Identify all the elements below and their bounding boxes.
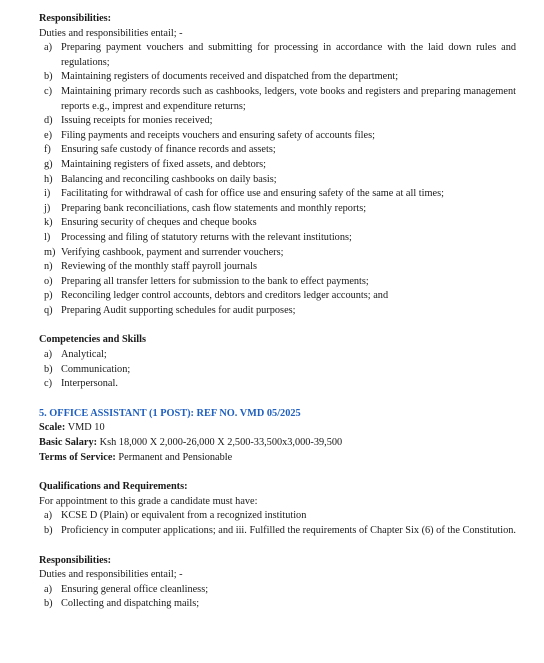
list-item (39, 202, 516, 217)
list-text: Issuing receipts for monies received; (61, 115, 213, 127)
competencies-list (39, 348, 516, 392)
responsibilities-intro: Duties and responsibilities entail; - (39, 27, 183, 39)
list-item (39, 143, 516, 158)
list-marker: e) (44, 129, 52, 141)
responsibilities-heading-2: Responsibilities: (39, 554, 112, 566)
list-item (39, 187, 516, 202)
list-text: Interpersonal. (61, 378, 118, 390)
list-item (39, 85, 516, 114)
list-text: Preparing Audit supporting schedules for audit purposes; (61, 304, 296, 316)
terms-row (39, 451, 516, 466)
responsibilities-list (39, 41, 516, 318)
responsibilities-list-2 (39, 583, 516, 612)
list-text: Proficiency in computer applications; and iii. Fulfilled the requirements of Chapter Six (6) of the Constitution. (61, 525, 516, 536)
list-marker: b) (44, 598, 53, 610)
list-marker: p) (44, 290, 53, 302)
list-item (39, 597, 516, 612)
list-item (39, 231, 516, 246)
position-title: 5. OFFICE ASSISTANT (1 POST): REF NO. VMD 05/2025 (39, 407, 301, 419)
list-marker: a) (44, 349, 52, 361)
list-marker: o) (44, 275, 53, 287)
list-text: Processing and filing of statutory returns with the relevant institutions; (61, 231, 352, 243)
list-text: Facilitating for withdrawal of cash for office use and ensuring safety of the same at all times; (61, 188, 444, 200)
salary-value: Ksh 18,000 X 2,000-26,000 X 2,500-33,500x3,000-39,500 (97, 437, 343, 449)
list-text: Collecting and dispatching mails; (61, 598, 200, 610)
list-marker: m) (44, 246, 56, 258)
list-text: Balancing and reconciling cashbooks on daily basis; (61, 173, 277, 185)
scale-value: VMD 10 (65, 422, 105, 434)
terms-label: Terms of Service: (39, 451, 116, 463)
salary-row (39, 436, 516, 451)
list-item (39, 289, 516, 304)
scale-row (39, 421, 516, 436)
terms-value: Permanent and Pensionable (115, 451, 233, 463)
salary-label: Basic Salary: (39, 437, 98, 449)
list-marker: k) (44, 217, 53, 229)
list-marker: d) (44, 115, 53, 127)
list-marker: c) (44, 378, 52, 390)
list-text: Verifying cashbook, payment and surrender vouchers; (61, 246, 284, 258)
competencies-heading: Competencies and Skills (39, 334, 146, 346)
list-marker: c) (44, 85, 52, 97)
list-item (39, 304, 516, 319)
list-text: Reviewing of the monthly staff payroll journals (61, 261, 257, 273)
list-marker: a) (44, 510, 52, 522)
list-marker: l) (44, 231, 51, 243)
list-text: Preparing payment vouchers and submitting for processing in accordance with the laid down rules and regulations; (61, 42, 516, 68)
qualifications-list (39, 509, 516, 538)
list-text: Maintaining registers of documents received and dispatched from the department; (61, 71, 399, 83)
list-marker: g) (44, 158, 53, 170)
list-text: Preparing bank reconciliations, cash flow statements and monthly reports; (61, 202, 367, 214)
list-text: Analytical; (61, 349, 107, 361)
list-item (39, 348, 516, 363)
qualifications-heading: Qualifications and Requirements: (39, 481, 188, 493)
scale-label: Scale: (39, 422, 66, 434)
list-item (39, 377, 516, 392)
list-text: Maintaining primary records such as cashbooks, ledgers, vote books and registers and preparing management reports e.g., imprest and expenditure returns; (61, 85, 516, 112)
list-marker: b) (44, 363, 53, 375)
qualifications-intro: For appointment to this grade a candidate must have: (39, 495, 258, 507)
list-marker: b) (44, 71, 53, 83)
list-marker: f) (44, 144, 51, 156)
list-text: Ensuring general office cleanliness; (61, 583, 209, 595)
list-item (39, 129, 516, 144)
list-marker: j) (44, 202, 51, 214)
list-marker: q) (44, 304, 53, 316)
list-text: Reconciling ledger control accounts, debtors and creditors ledger accounts; and (61, 290, 389, 302)
list-marker: i) (44, 188, 51, 200)
list-text: Maintaining registers of fixed assets, and debtors; (61, 158, 267, 170)
list-text: Preparing all transfer letters for submission to the bank to effect payments; (61, 275, 369, 287)
list-item (39, 260, 516, 275)
list-text: Communication; (61, 363, 131, 375)
list-text: KCSE D (Plain) or equivalent from a recognized institution (61, 510, 307, 522)
list-item (39, 114, 516, 129)
responsibilities-intro-2: Duties and responsibilities entail; - (39, 569, 183, 581)
list-marker: h) (44, 173, 53, 185)
list-item (39, 246, 516, 261)
list-item (39, 70, 516, 85)
list-item (39, 275, 516, 290)
list-item (39, 524, 516, 539)
list-item (39, 41, 516, 70)
list-item (39, 363, 516, 378)
list-marker: n) (44, 261, 53, 273)
list-marker: a) (44, 42, 52, 54)
list-item (39, 583, 516, 598)
list-item (39, 509, 516, 524)
list-text: Ensuring safe custody of finance records and assets; (61, 144, 276, 156)
list-marker: a) (44, 583, 52, 595)
list-marker: b) (44, 525, 53, 536)
responsibilities-heading: Responsibilities: (39, 13, 112, 24)
list-text: Ensuring security of cheques and cheque books (61, 217, 257, 229)
list-text: Filing payments and receipts vouchers and ensuring safety of accounts files; (61, 129, 375, 141)
list-item (39, 173, 516, 188)
list-item (39, 158, 516, 173)
list-item (39, 216, 516, 231)
